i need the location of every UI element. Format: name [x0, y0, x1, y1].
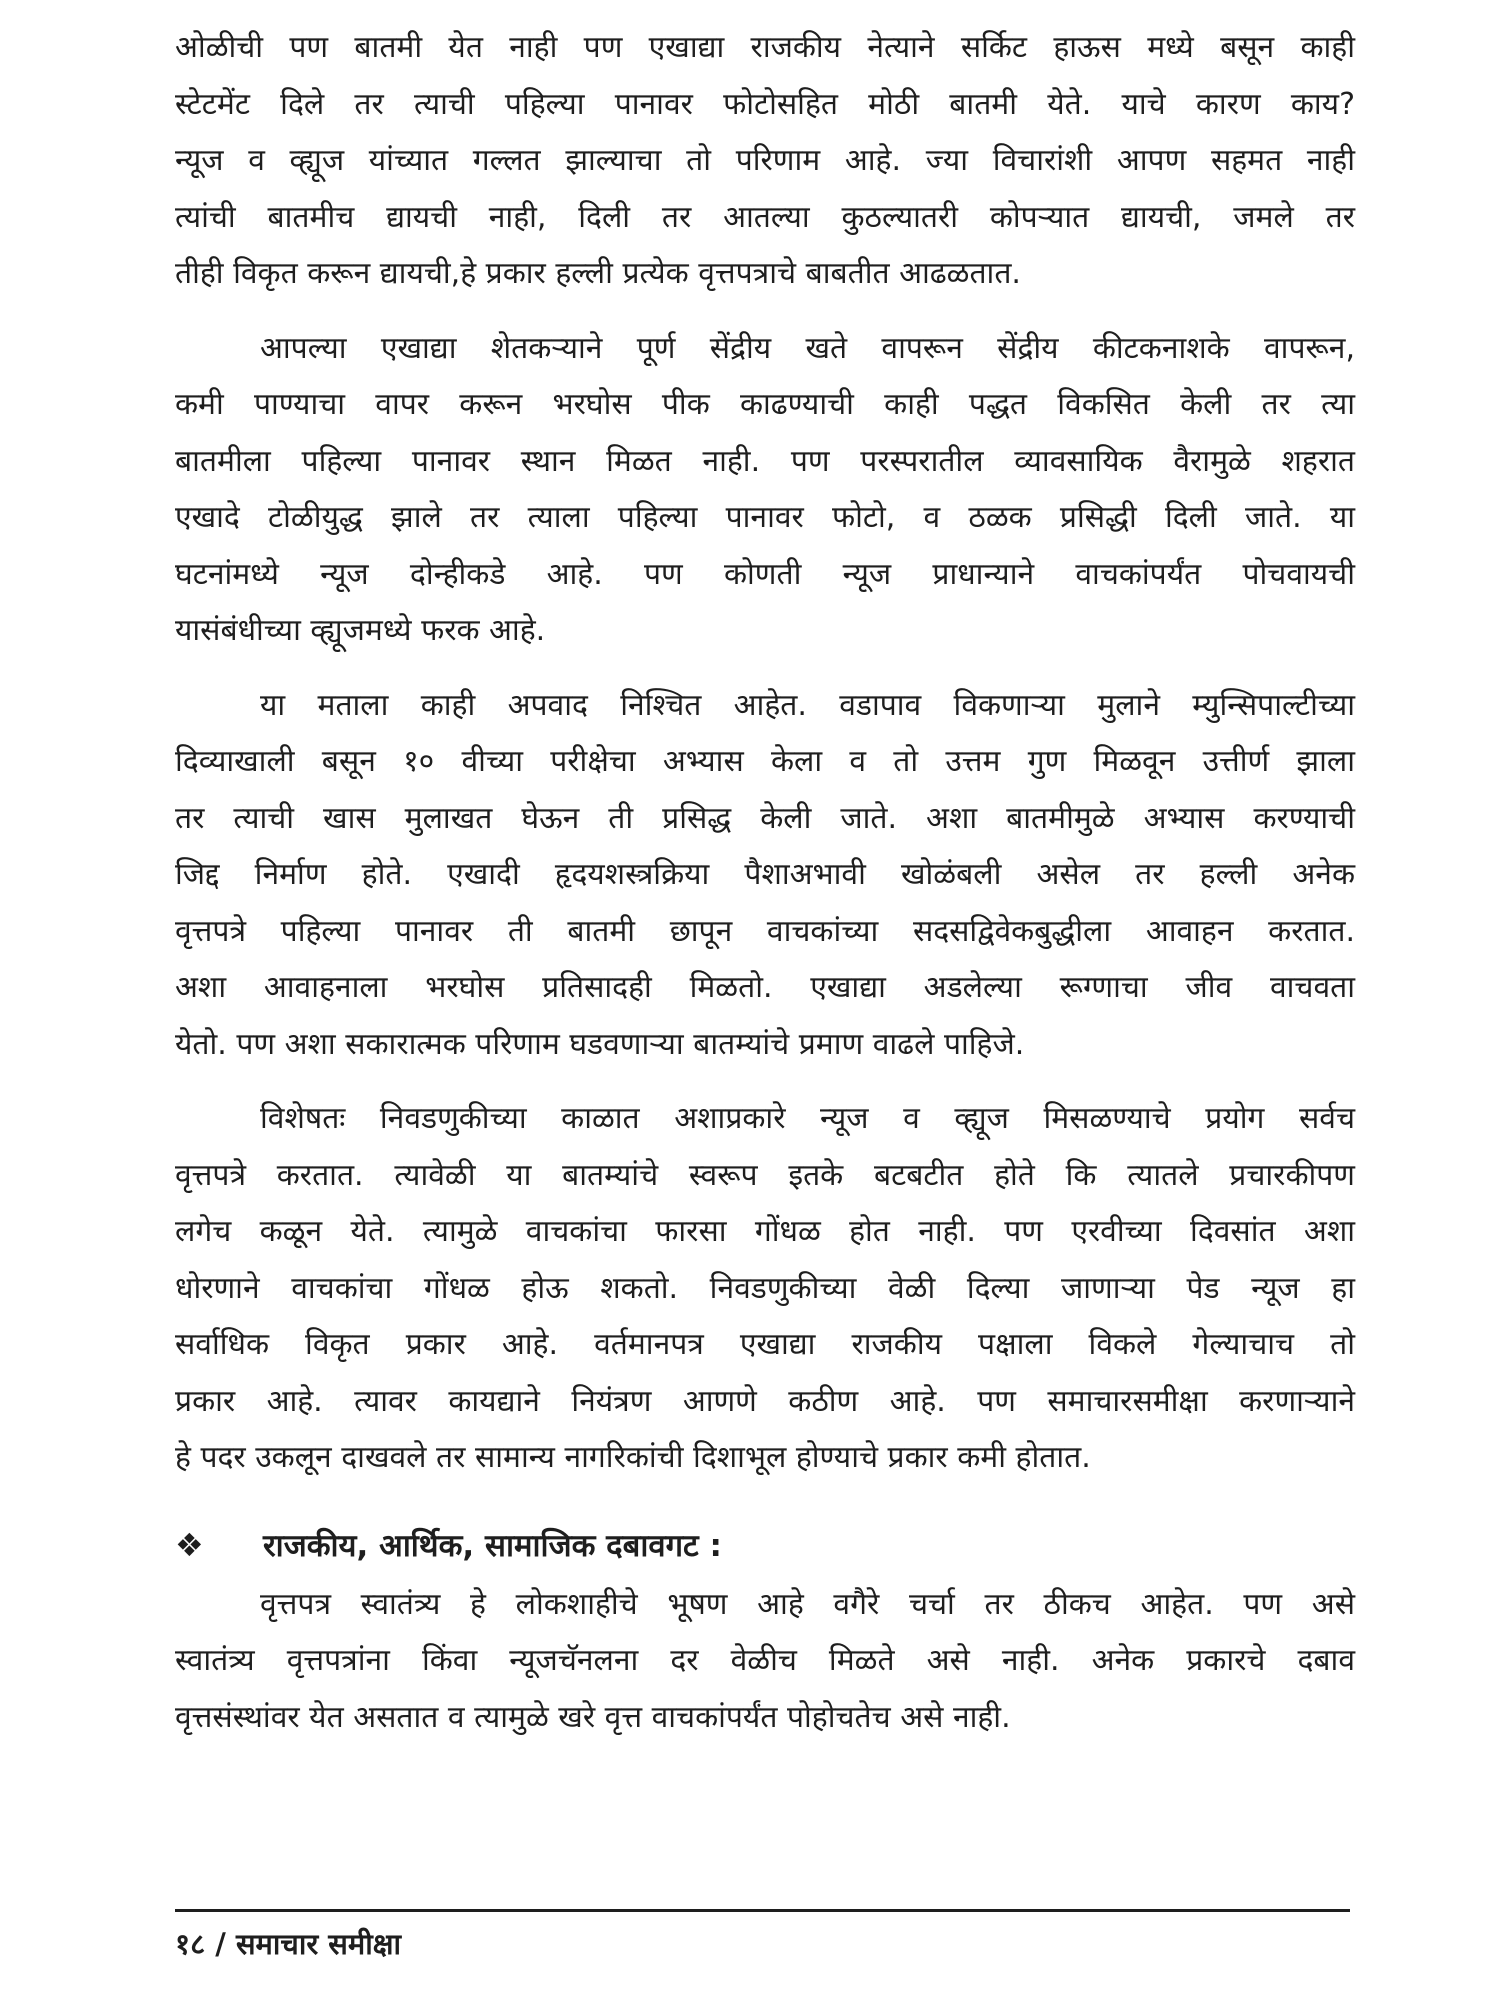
text-line: वृत्तपत्रे पहिल्या पानावर ती बातमी छापून वाचकांच्या सदसद्विवेकबुद्धीला आवाहन करतात.: [175, 913, 1355, 949]
text-line: अशा आवाहनाला भरघोस प्रतिसादही मिळतो. एखाद्या अडलेल्या रूग्णाचा जीव वाचवता: [175, 970, 1355, 1005]
text-line: वृत्तपत्र स्वातंत्र्य हे लोकशाहीचे भूषण आहे वगैरे चर्चा तर ठीकच आहेत. पण असे: [260, 1586, 1355, 1622]
text-line: त्यांची बातमीच द्यायची नाही, दिली तर आतल्या कुठल्यातरी कोपऱ्यात द्यायची, जमले तर: [175, 199, 1355, 235]
text-line: तर त्याची खास मुलाखत घेऊन ती प्रसिद्ध केली जाते. अशा बातमीमुळे अभ्यास करण्याची: [175, 800, 1355, 836]
text-line: धोरणाने वाचकांचा गोंधळ होऊ शकतो. निवडणुकीच्या वेळी दिल्या जाणाऱ्या पेड न्यूज हा: [175, 1270, 1355, 1306]
page-footer: १८ / समाचार समीक्षा: [175, 1927, 402, 1961]
footer-divider: [175, 1909, 1350, 1912]
text-line: या मताला काही अपवाद निश्चित आहेत. वडापाव विकणाऱ्या मुलाने म्युन्सिपाल्टीच्या: [260, 687, 1355, 723]
text-line: न्यूज व व्ह्यूज यांच्यात गल्लत झाल्याचा तो परिणाम आहे. ज्या विचारांशी आपण सहमत नाही: [175, 143, 1355, 178]
text-line: येतो. पण अशा सकारात्मक परिणाम घडवणाऱ्या बातम्यांचे प्रमाण वाढले पाहिजे.: [175, 1026, 1025, 1062]
section-heading-text: राजकीय, आर्थिक, सामाजिक दबावगट :: [263, 1527, 722, 1564]
text-line: कमी पाण्याचा वापर करून भरघोस पीक काढण्याची काही पद्धत विकसित केली तर त्या: [175, 387, 1355, 422]
paragraph-5: [175, 1577, 1355, 1747]
paragraph-3: [175, 678, 1355, 1074]
text-line: सर्वाधिक विकृत प्रकार आहे. वर्तमानपत्र एखाद्या राजकीय पक्षाला विकले गेल्याचाच तो: [175, 1327, 1355, 1362]
text-line: स्टेटमेंट दिले तर त्याची पहिल्या पानावर फोटोसहित मोठी बातमी येते. याचे कारण काय?: [175, 86, 1355, 122]
text-line: हे पदर उकलून दाखवले तर सामान्य नागरिकांची दिशाभूल होण्याचे प्रकार कमी होतात.: [175, 1440, 1091, 1475]
section-heading: [175, 1515, 1355, 1575]
text-line: ओळीची पण बातमी येत नाही पण एखाद्या राजकीय नेत्याने सर्किट हाऊस मध्ये बसून काही: [175, 30, 1355, 65]
paragraph-2: [175, 321, 1355, 660]
text-line: विशेषतः निवडणुकीच्या काळात अशाप्रकारे न्यूज व व्ह्यूज मिसळण्याचे प्रयोग सर्वच: [260, 1101, 1355, 1136]
text-line: लगेच कळून येते. त्यामुळे वाचकांचा फारसा गोंधळ होत नाही. पण एरवीच्या दिवसांत अशा: [175, 1214, 1355, 1249]
text-line: आपल्या एखाद्या शेतकऱ्याने पूर्ण सेंद्रीय खते वापरून सेंद्रीय कीटकनाशके वापरून,: [260, 330, 1355, 366]
text-line: वृत्तसंस्थांवर येत असतात व त्यामुळे खरे वृत्त वाचकांपर्यंत पोहोचतेच असे नाही.: [175, 1699, 1011, 1735]
paragraph-4: [175, 1091, 1355, 1487]
diamond-bullet-icon: ❖: [175, 1525, 204, 1564]
book-page: [175, 20, 1355, 1980]
text-line: जिद्द निर्माण होते. एखादी हृदयशस्त्रक्रिया पैशाअभावी खोळंबली असेल तर हल्ली अनेक: [175, 857, 1355, 892]
text-line: वृत्तपत्रे करतात. त्यावेळी या बातम्यांचे स्वरूप इतके बटबटीत होते कि त्यातले प्रचारकीपण: [175, 1157, 1355, 1193]
text-line: दिव्याखाली बसून १० वीच्या परीक्षेचा अभ्यास केला व तो उत्तम गुण मिळवून उत्तीर्ण झाला: [175, 744, 1355, 779]
text-line: तीही विकृत करून द्यायची,हे प्रकार हल्ली प्रत्येक वृत्तपत्राचे बाबतीत आढळतात.: [175, 256, 1021, 291]
text-line: यासंबंधीच्या व्ह्यूजमध्ये फरक आहे.: [175, 613, 546, 648]
text-line: एखादे टोळीयुद्ध झाले तर त्याला पहिल्या पानावर फोटो, व ठळक प्रसिद्धी दिली जाते. या: [175, 500, 1355, 535]
paragraph-1: [175, 20, 1355, 303]
text-line: बातमीला पहिल्या पानावर स्थान मिळत नाही. पण परस्परातील व्यावसायिक वैरामुळे शहरात: [175, 443, 1355, 479]
text-line: प्रकार आहे. त्यावर कायद्याने नियंत्रण आणणे कठीण आहे. पण समाचारसमीक्षा करणाऱ्याने: [175, 1383, 1355, 1419]
text-line: स्वातंत्र्य वृत्तपत्रांना किंवा न्यूजचॅनलना दर वेळीच मिळते असे नाही. अनेक प्रकारचे दबाव: [175, 1643, 1355, 1678]
text-line: घटनांमध्ये न्यूज दोन्हीकडे आहे. पण कोणती न्यूज प्राधान्याने वाचकांपर्यंत पोचवायची: [175, 556, 1355, 592]
